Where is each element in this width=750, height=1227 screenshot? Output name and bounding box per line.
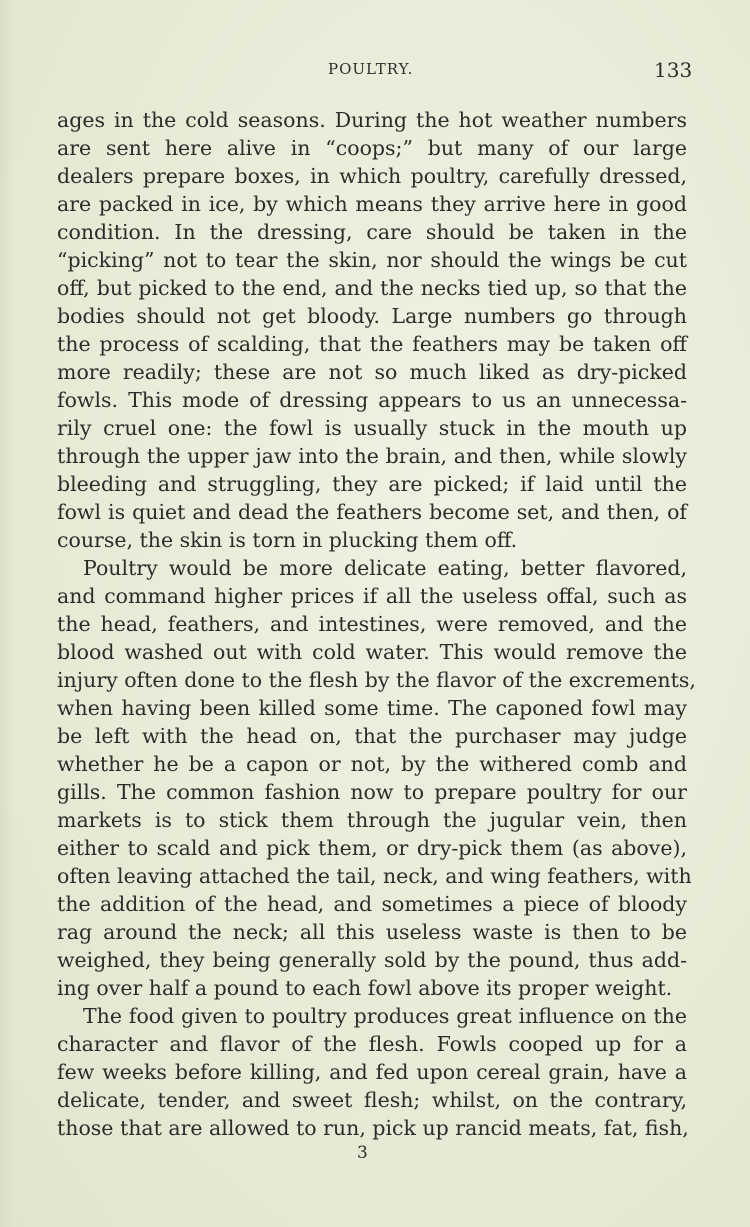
text-line: markets is to stick them through the jugular vein, then bbox=[57, 808, 687, 832]
text-line: and command higher prices if all the useless offal, such as bbox=[57, 584, 687, 608]
text-line: delicate, tender, and sweet flesh; whilst, on the contrary, bbox=[57, 1088, 687, 1112]
text-line: weighed, they being generally sold by the pound, thus add- bbox=[57, 948, 687, 972]
text-line: bodies should not get bloody. Large numbers go through bbox=[57, 304, 687, 328]
body-text bbox=[57, 106, 696, 1142]
text-line: injury often done to the flesh by the flavor of the excrements, bbox=[57, 668, 696, 692]
text-line: gills. The common fashion now to prepare poultry for our bbox=[57, 780, 687, 804]
text-line: off, but picked to the end, and the necks tied up, so that the bbox=[57, 276, 687, 300]
text-line: the head, feathers, and intestines, were removed, and the bbox=[57, 612, 687, 636]
text-line: fowl is quiet and dead the feathers become set, and then, of bbox=[57, 500, 687, 524]
text-line: the addition of the head, and sometimes a piece of bloody bbox=[57, 892, 687, 916]
text-line: are packed in ice, by which means they arrive here in good bbox=[57, 192, 687, 216]
text-line: more readily; these are not so much liked as dry-picked bbox=[57, 360, 687, 384]
text-line: “picking” not to tear the skin, nor should the wings be cut bbox=[57, 248, 687, 272]
text-line: often leaving attached the tail, neck, and wing feathers, with bbox=[57, 864, 692, 888]
text-line: fowls. This mode of dressing appears to us an unnecessa- bbox=[57, 388, 687, 412]
text-line: few weeks before killing, and fed upon cereal grain, have a bbox=[57, 1060, 687, 1084]
signature-mark: 3 bbox=[357, 1143, 368, 1163]
text-line: through the upper jaw into the brain, and then, while slowly bbox=[57, 444, 687, 468]
text-line: either to scald and pick them, or dry-pick them (as above), bbox=[57, 836, 687, 860]
text-line: when having been killed some time. The caponed fowl may bbox=[57, 696, 687, 720]
text-line: bleeding and struggling, they are picked; if laid until the bbox=[57, 472, 687, 496]
running-head bbox=[0, 58, 750, 84]
text-line: dealers prepare boxes, in which poultry, carefully dressed, bbox=[57, 164, 687, 188]
text-line: the process of scalding, that the feathers may be taken off bbox=[57, 332, 687, 356]
paragraph-start-line: The food given to poultry produces great influence on the bbox=[83, 1004, 687, 1028]
paragraph-end-line: course, the skin is torn in plucking them off. bbox=[57, 528, 518, 552]
text-line: are sent here alive in “coops;” but many of our large bbox=[57, 136, 687, 160]
page-edge-shadow bbox=[0, 0, 14, 1227]
running-title: POULTRY. bbox=[328, 60, 414, 78]
text-line: ages in the cold seasons. During the hot weather numbers bbox=[57, 108, 687, 132]
text-line: condition. In the dressing, care should be taken in the bbox=[57, 220, 687, 244]
text-line: those that are allowed to run, pick up rancid meats, fat, fish, bbox=[57, 1116, 689, 1140]
text-line: rily cruel one: the fowl is usually stuck in the mouth up bbox=[57, 416, 687, 440]
text-line: be left with the head on, that the purchaser may judge bbox=[57, 724, 687, 748]
text-line: blood washed out with cold water. This would remove the bbox=[57, 640, 687, 664]
paragraph-start-line: Poultry would be more delicate eating, better flavored, bbox=[83, 556, 687, 580]
paragraph-end-line: ing over half a pound to each fowl above its proper weight. bbox=[57, 976, 673, 1000]
page-number: 133 bbox=[654, 58, 693, 82]
text-line: rag around the neck; all this useless waste is then to be bbox=[57, 920, 687, 944]
text-line: character and flavor of the flesh. Fowls cooped up for a bbox=[57, 1032, 687, 1056]
text-line: whether he be a capon or not, by the withered comb and bbox=[57, 752, 687, 776]
